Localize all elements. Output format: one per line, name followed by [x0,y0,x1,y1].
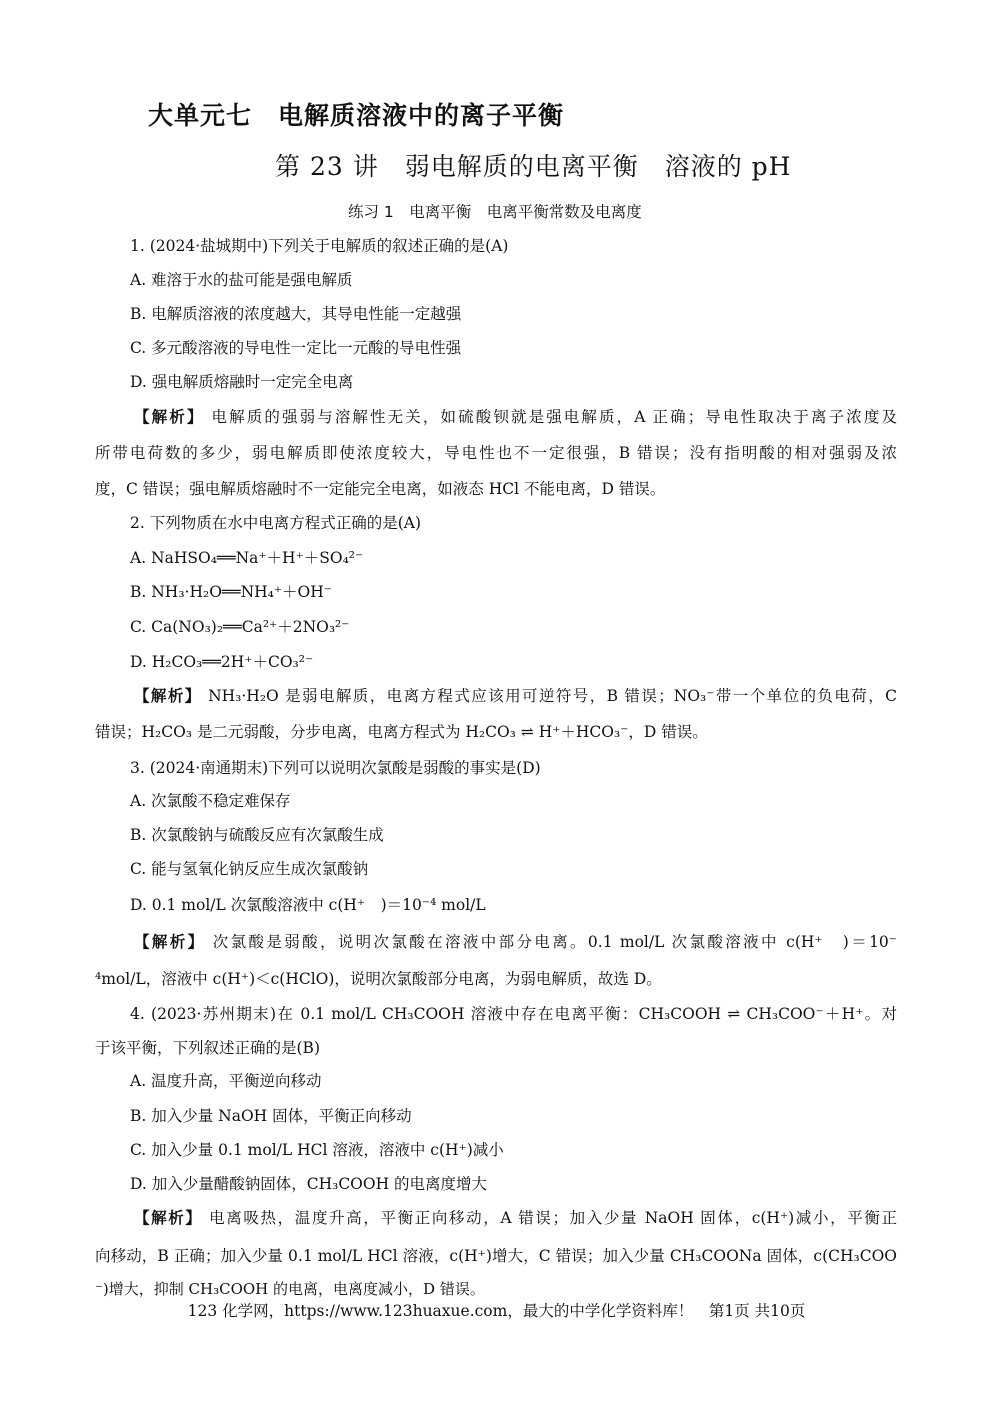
q3-analysis-line-1 [134,930,897,952]
practice-title: 练习 1 电离平衡 电离平衡常数及电离度 [348,203,642,221]
q1-option-c: C. 多元酸溶液的导电性一定比一元酸的导电性强 [130,339,462,357]
q2-analysis-line-2: 错误；H₂CO₃ 是二元弱酸，分步电离，电离方程式为 H₂CO₃ ⇌ H⁺＋HCO₃⁻，D 错误。 [95,723,708,741]
analysis-tag: 【解析】 [134,686,202,705]
q4-option-a: A. 温度升高，平衡逆向移动 [130,1072,322,1090]
q3-analysis-text-1: 次氯酸是弱酸，说明次氯酸在溶液中部分电离。0.1 mol/L 次氯酸溶液中 c(H⁺ )＝10⁻ [212,933,897,951]
q2-option-c: C. Ca(NO₃)₂══Ca²⁺＋2NO₃²⁻ [130,618,350,636]
q3-option-c: C. 能与氢氧化钠反应生成次氯酸钠 [130,860,369,878]
q1-stem: 1. (2024·盐城期中)下列关于电解质的叙述正确的是(A) [130,237,509,255]
q1-analysis-line-2: 所带电荷数的多少，弱电解质即使浓度较大，导电性也不一定很强，B 错误；没有指明酸的相对强弱及浓 [95,444,897,462]
q4-option-c: C. 加入少量 0.1 mol/L HCl 溶液，溶液中 c(H⁺)减小 [130,1141,504,1159]
q3-option-b: B. 次氯酸钠与硫酸反应有次氯酸生成 [130,826,384,844]
q3-stem: 3. (2024·南通期末)下列可以说明次氯酸是弱酸的事实是(D) [130,759,541,777]
q1-analysis-line-3: 度，C 错误；强电解质熔融时不一定能完全电离，如液态 HCl 不能电离，D 错误。 [95,480,666,498]
q1-analysis-line-1 [134,405,897,427]
analysis-tag: 【解析】 [134,407,205,426]
q4-analysis-line-3: ⁻)增大，抑制 CH₃COOH 的电离，电离度减小，D 错误。 [95,1280,485,1298]
q4-option-b: B. 加入少量 NaOH 固体，平衡正向移动 [130,1107,412,1125]
q3-analysis-line-2: ⁴mol/L，溶液中 c(H⁺)＜c(HClO)，说明次氯酸部分电离，为弱电解质，故选 D。 [95,970,662,988]
q1-option-b: B. 电解质溶液的浓度越大，其导电性能一定越强 [130,305,462,323]
q2-analysis-text-1: NH₃·H₂O 是弱电解质，电离方程式应该用可逆符号，B 错误；NO₃⁻带一个单位的负电荷，C [208,687,897,705]
q3-option-d: D. 0.1 mol/L 次氯酸溶液中 c(H⁺ )＝10⁻⁴ mol/L [130,896,486,914]
unit-title: 大单元七 电解质溶液中的离子平衡 [148,101,565,130]
page-footer: 123 化学网，https://www.123huaxue.com，最大的中学化学资料库！ 第1页 共10页 [187,1302,806,1320]
q3-option-a: A. 次氯酸不稳定难保存 [130,792,291,810]
q4-option-d: D. 加入少量醋酸钠固体，CH₃COOH 的电离度增大 [130,1175,488,1193]
q2-option-b: B. NH₃·H₂O══NH₄⁺＋OH⁻ [130,583,332,601]
q4-analysis-line-1 [134,1206,897,1228]
q1-option-a: A. 难溶于水的盐可能是强电解质 [130,271,353,289]
q4-analysis-text-1: 电离吸热，温度升高，平衡正向移动，A 错误；加入少量 NaOH 固体，c(H⁺)减小，平衡正 [209,1209,897,1227]
q2-option-d: D. H₂CO₃══2H⁺＋CO₃²⁻ [130,653,314,671]
analysis-tag: 【解析】 [134,932,206,951]
q2-analysis-line-1 [134,684,897,706]
q1-analysis-text-1: 电解质的强弱与溶解性无关，如硫酸钡就是强电解质，A 正确；导电性取决于离子浓度及 [211,408,897,426]
analysis-tag: 【解析】 [134,1208,203,1227]
q4-stem-line-2: 于该平衡，下列叙述正确的是(B) [95,1039,320,1057]
q2-option-a: A. NaHSO₄══Na⁺＋H⁺＋SO₄²⁻ [130,549,364,567]
lecture-title: 第 23 讲 弱电解质的电离平衡 溶液的 pH [275,152,792,181]
q1-option-d: D. 强电解质熔融时一定完全电离 [130,373,354,391]
q4-analysis-line-2: 向移动，B 正确；加入少量 0.1 mol/L HCl 溶液，c(H⁺)增大，C 错误；加入少量 CH₃COONa 固体，c(CH₃COO [95,1247,897,1265]
q4-stem-line-1: 4. (2023·苏州期末)在 0.1 mol/L CH₃COOH 溶液中存在电离平衡：CH₃COOH ⇌ CH₃COO⁻＋H⁺。对 [130,1005,897,1023]
q2-stem: 2. 下列物质在水中电离方程式正确的是(A) [130,514,422,532]
